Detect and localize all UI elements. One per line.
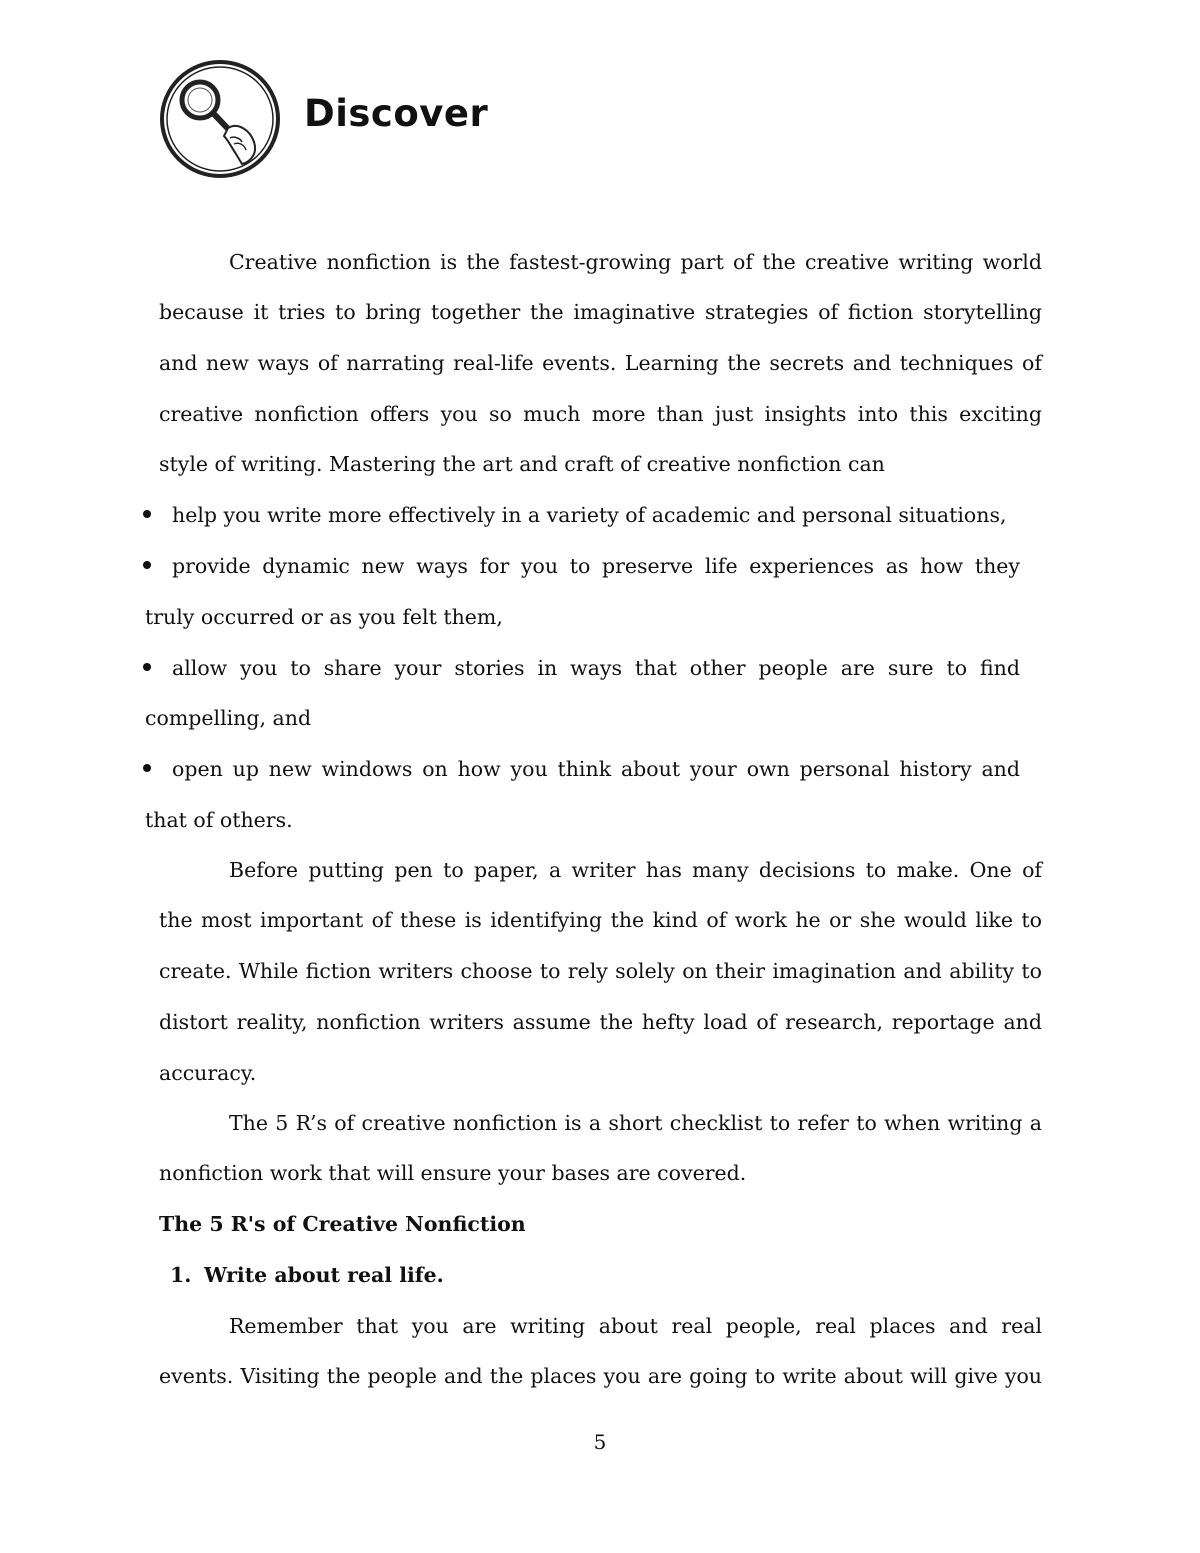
list-item-title: Write about real life.: [204, 1263, 444, 1287]
magnifying-glass-icon: [158, 58, 286, 180]
section-heading: The 5 R's of Creative Nonfiction: [159, 1212, 526, 1236]
paragraph-line: events. Visiting the people and the places you are going to write about will give you: [159, 1364, 1042, 1388]
bullet-item-text: compelling, and: [145, 706, 312, 730]
paragraph-line: creative nonfiction offers you so much more than just insights into this exciting: [159, 402, 1042, 426]
paragraph-line: distort reality, nonfiction writers assume the hefty load of research, reportage and: [159, 1010, 1042, 1034]
bullet-item-text: provide dynamic new ways for you to preserve life experiences as how they: [172, 554, 1020, 578]
bullet-item-text: allow you to share your stories in ways that other people are sure to find: [172, 656, 1020, 680]
paragraph-line: style of writing. Mastering the art and craft of creative nonfiction can: [159, 452, 885, 476]
list-item-number: 1.: [170, 1263, 192, 1287]
paragraph-line: and new ways of narrating real-life events. Learning the secrets and techniques of: [159, 351, 1042, 375]
bullet-icon: [143, 561, 151, 569]
bullet-item-text: help you write more effectively in a variety of academic and personal situations,: [172, 503, 1007, 527]
page-number: 5: [593, 1430, 607, 1454]
paragraph-line: Before putting pen to paper, a writer has many decisions to make. One of: [229, 858, 1042, 882]
paragraph-line: Creative nonfiction is the fastest-growing part of the creative writing world: [229, 250, 1042, 274]
bullet-icon: [143, 764, 151, 772]
bullet-item-text: open up new windows on how you think about your own personal history and: [172, 757, 1020, 781]
bullet-icon: [143, 663, 151, 671]
paragraph-line: nonfiction work that will ensure your bases are covered.: [159, 1161, 747, 1185]
bullet-item-text: truly occurred or as you felt them,: [145, 605, 503, 629]
paragraph-line: Remember that you are writing about real people, real places and real: [229, 1314, 1042, 1338]
page-title: Discover: [304, 92, 489, 135]
bullet-icon: [143, 510, 151, 518]
paragraph-line: The 5 R’s of creative nonfiction is a short checklist to refer to when writing a: [229, 1111, 1042, 1135]
paragraph-line: because it tries to bring together the imaginative strategies of fiction storytelling: [159, 300, 1042, 324]
paragraph-line: accuracy.: [159, 1061, 257, 1085]
paragraph-line: create. While fiction writers choose to rely solely on their imagination and ability to: [159, 959, 1042, 983]
bullet-item-text: that of others.: [145, 808, 293, 832]
paragraph-line: the most important of these is identifying the kind of work he or she would like to: [159, 908, 1042, 932]
